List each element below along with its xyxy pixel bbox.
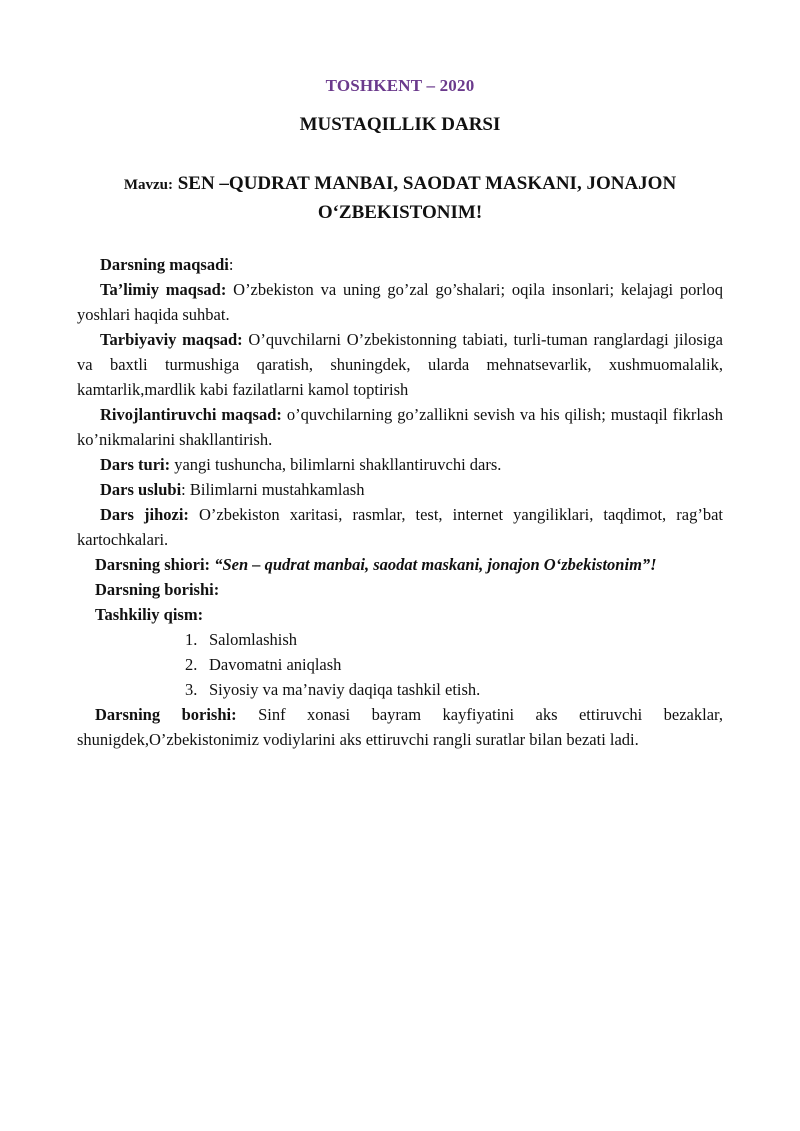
lesson-progress (77, 702, 723, 752)
lesson-type-label: Dars turi: (100, 455, 171, 474)
developmental-goal-text: o’quvchilarning go’zallikni sevish va his qilish; mustaqil fikrlash ko’nikmalarini shakllantirish. (77, 405, 723, 449)
lesson-equipment-text: O’zbekiston xaritasi, rasmlar, test, internet yangiliklari, taqdimot, rag’bat kartochkalari. (77, 505, 723, 549)
lesson-progress-label: Darsning borishi: (95, 705, 237, 724)
educational-goal (77, 277, 723, 327)
upbringing-goal-text: O’quvchilarni O’zbekistonning tabiati, turli-tuman ranglardagi jilosiga va baxtli turmushiga qaratish, shuningdek, ularda mehnatsevarlik, xushmuomalalik, kamtarlik,mardlik kabi fazilatlarni kamol toptirish (77, 330, 723, 399)
step-number: 3. (185, 680, 198, 699)
organizational-heading-line (77, 602, 723, 627)
lesson-type (77, 452, 723, 477)
developmental-goal (77, 402, 723, 452)
topic-label: Mavzu: (123, 177, 173, 193)
lesson-title: MUSTAQILLIK DARSI (299, 114, 501, 135)
upbringing-goal-label: Tarbiyaviy maqsad: (100, 330, 243, 349)
lesson-method-text: : Bilimlarni mustahkamlash (181, 480, 365, 499)
lesson-plan-body (77, 252, 723, 752)
list-item (185, 627, 723, 652)
step-number: 1. (185, 630, 198, 649)
lesson-motto (77, 552, 723, 577)
lesson-type-text: yangi tushuncha, bilimlarni shakllantiruvchi dars. (170, 455, 502, 474)
lesson-progress-heading: Darsning borishi: (95, 580, 220, 599)
developmental-goal-label: Rivojlantiruvchi maqsad: (100, 405, 282, 424)
list-item (185, 652, 723, 677)
organizational-heading: Tashkiliy qism: (95, 605, 204, 624)
lesson-equipment (77, 502, 723, 552)
lesson-motto-text: “Sen – qudrat manbai, saodat maskani, jonajon O‘zbekistonim”! (210, 555, 657, 574)
organizational-steps (77, 627, 723, 702)
lesson-motto-label: Darsning shiori: (95, 555, 211, 574)
upbringing-goal (77, 327, 723, 402)
city-year: TOSHKENT – 2020 (325, 76, 475, 95)
lesson-progress-text: Sinf xonasi bayram kayfiyatini aks ettiruvchi bezaklar, shunigdek,O’zbekistonimiz vodiylarini aks ettiruvchi rangli suratlar bilan bezati ladi. (77, 705, 724, 749)
educational-goal-label: Ta’limiy maqsad: (100, 280, 227, 299)
goals-heading: Darsning maqsadi (100, 255, 229, 274)
topic-text: SEN –QUDRAT MANBAI, SAODAT MASKANI, JONAJON O‘ZBEKISTONIM! (177, 173, 677, 223)
goals-heading-suffix: : (228, 255, 234, 274)
step-text: Salomlashish (209, 630, 298, 649)
lesson-method-label: Dars uslubi (100, 480, 182, 499)
step-number: 2. (185, 655, 198, 674)
list-item (185, 677, 723, 702)
step-text: Siyosiy va ma’naviy daqiqa tashkil etish. (209, 680, 481, 699)
lesson-progress-heading-line (77, 577, 723, 602)
topic (60, 170, 740, 227)
step-text: Davomatni aniqlash (209, 655, 342, 674)
lesson-equipment-label: Dars jihozi: (100, 505, 189, 524)
lesson-method (77, 477, 723, 502)
goals-heading-line (77, 252, 723, 277)
educational-goal-text: O’zbekiston va uning go’zal go’shalari; oqila insonlari; kelajagi porloq yoshlari haqida suhbat. (77, 280, 723, 324)
